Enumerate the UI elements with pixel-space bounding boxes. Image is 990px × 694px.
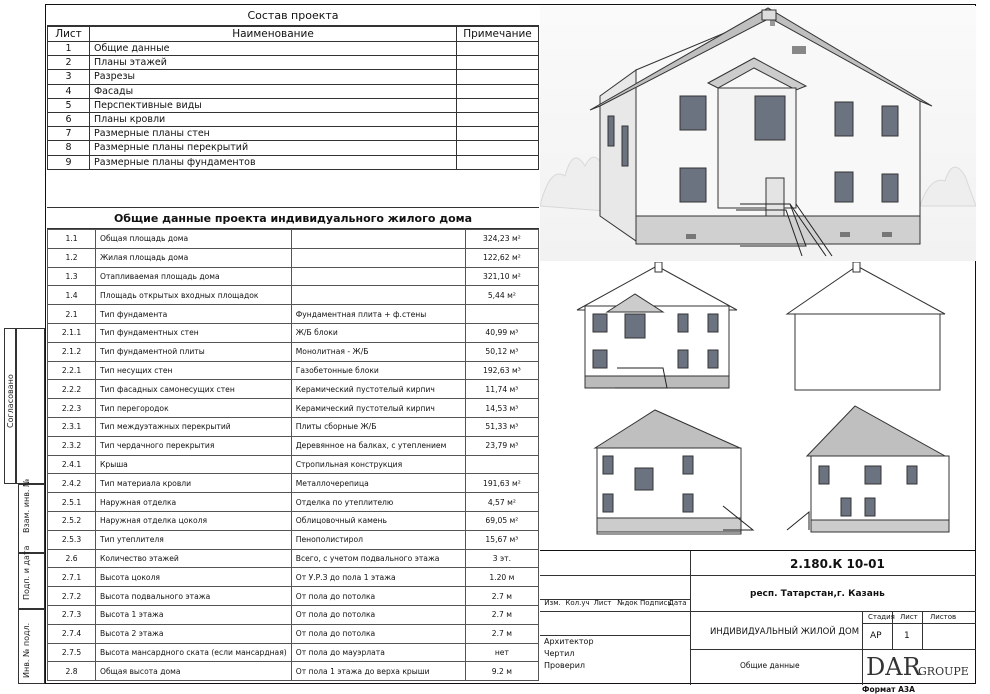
item-value: 40,99 м³ bbox=[465, 323, 538, 342]
sheet-name: Размерные планы перекрытий bbox=[90, 141, 457, 155]
general-row bbox=[48, 361, 539, 380]
item-name: Высота цоколя bbox=[96, 568, 292, 587]
composition-title: Состав проекта bbox=[47, 6, 539, 26]
general-row bbox=[48, 474, 539, 493]
side-elevation bbox=[785, 262, 950, 394]
left-elevation-drawing bbox=[785, 404, 955, 538]
composition-row bbox=[48, 127, 539, 141]
item-name: Высота мансардного ската (если мансардная) bbox=[96, 643, 292, 662]
logo-main: DAR bbox=[866, 653, 921, 681]
object-name: ИНДИВИДУАЛЬНЫЙ ЖИЛОЙ ДОМ bbox=[710, 627, 860, 637]
item-description bbox=[291, 267, 465, 286]
item-value bbox=[465, 305, 538, 324]
item-number: 2.1.2 bbox=[48, 342, 96, 361]
col-doc: №док bbox=[617, 599, 638, 607]
front-elevation-drawing bbox=[575, 262, 755, 394]
item-description: Монолитная - Ж/Б bbox=[291, 342, 465, 361]
front-elevation bbox=[575, 262, 755, 394]
item-name: Тип несущих стен bbox=[96, 361, 292, 380]
item-description: Деревянное на балках, с утеплением bbox=[291, 436, 465, 455]
sheet-number: 3 bbox=[48, 70, 90, 84]
item-name: Наружная отделка цоколя bbox=[96, 511, 292, 530]
item-value: 122,62 м² bbox=[465, 248, 538, 267]
rear-elevation-drawing bbox=[575, 404, 765, 538]
item-description: Керамический пустотелый кирпич bbox=[291, 380, 465, 399]
col-sign: Подпись bbox=[640, 599, 672, 607]
sheet-number: 6 bbox=[48, 112, 90, 126]
item-description: Керамический пустотелый кирпич bbox=[291, 399, 465, 418]
item-value: 191,63 м² bbox=[465, 474, 538, 493]
item-name: Площадь открытых входных площадок bbox=[96, 286, 292, 305]
composition-row bbox=[48, 70, 539, 84]
project-location: респ. Татарстан,г. Казань bbox=[750, 589, 885, 599]
item-description: Плиты сборные Ж/Б bbox=[291, 417, 465, 436]
general-row bbox=[48, 530, 539, 549]
sheet-note bbox=[457, 155, 539, 169]
item-value: 11,74 м³ bbox=[465, 380, 538, 399]
sheets-label: Листов bbox=[930, 613, 957, 621]
stage-label: Стадия bbox=[868, 613, 895, 621]
item-value: 2.7 м bbox=[465, 624, 538, 643]
general-row bbox=[48, 323, 539, 342]
item-description: Газобетонные блоки bbox=[291, 361, 465, 380]
house-perspective-render bbox=[540, 6, 976, 261]
general-row bbox=[48, 568, 539, 587]
sheet-note bbox=[457, 141, 539, 155]
sheet-number: 1 bbox=[48, 42, 90, 56]
house-perspective-drawing bbox=[540, 6, 976, 261]
general-row bbox=[48, 549, 539, 568]
title-block bbox=[540, 550, 976, 684]
item-number: 2.2.2 bbox=[48, 380, 96, 399]
item-number: 2.8 bbox=[48, 662, 96, 681]
header-note: Примечание bbox=[457, 27, 539, 42]
general-row bbox=[48, 436, 539, 455]
general-data-table bbox=[47, 207, 539, 685]
composition-row bbox=[48, 84, 539, 98]
general-row bbox=[48, 267, 539, 286]
item-name: Жилая площадь дома bbox=[96, 248, 292, 267]
item-description: Отделка по утеплителю bbox=[291, 493, 465, 512]
general-row bbox=[48, 399, 539, 418]
item-number: 2.7.3 bbox=[48, 605, 96, 624]
item-number: 2.7.1 bbox=[48, 568, 96, 587]
item-name: Количество этажей bbox=[96, 549, 292, 568]
general-row bbox=[48, 511, 539, 530]
item-value: 324,23 м² bbox=[465, 230, 538, 249]
side-elevation-drawing bbox=[785, 262, 950, 394]
item-description: Ж/Б блоки bbox=[291, 323, 465, 342]
item-value: 2.7 м bbox=[465, 587, 538, 606]
item-name: Тип фасадных самонесущих стен bbox=[96, 380, 292, 399]
general-row bbox=[48, 286, 539, 305]
item-value: 69,05 м² bbox=[465, 511, 538, 530]
item-name: Высота 1 этажа bbox=[96, 605, 292, 624]
item-value: 15,67 м³ bbox=[465, 530, 538, 549]
project-code: 2.180.К 10-01 bbox=[790, 557, 885, 571]
item-value: 192,63 м³ bbox=[465, 361, 538, 380]
item-description: Металлочерепица bbox=[291, 474, 465, 493]
sheet-name: Разрезы bbox=[90, 70, 457, 84]
general-row bbox=[48, 230, 539, 249]
role-architect: Архитектор bbox=[544, 637, 594, 646]
item-number: 2.7.2 bbox=[48, 587, 96, 606]
item-value: 1.20 м bbox=[465, 568, 538, 587]
logo-sub: GROUPE bbox=[918, 665, 969, 678]
general-row bbox=[48, 455, 539, 474]
item-value: 2.7 м bbox=[465, 605, 538, 624]
composition-header-row bbox=[48, 27, 539, 42]
item-number: 2.2.3 bbox=[48, 399, 96, 418]
item-name: Тип фундаментной плиты bbox=[96, 342, 292, 361]
item-description bbox=[291, 286, 465, 305]
item-number: 2.3.2 bbox=[48, 436, 96, 455]
general-row bbox=[48, 342, 539, 361]
composition-table bbox=[47, 6, 539, 172]
general-row bbox=[48, 605, 539, 624]
sheet-name: Общие данные bbox=[90, 42, 457, 56]
general-row bbox=[48, 248, 539, 267]
sign-date-label: Подп. и дата bbox=[22, 545, 31, 600]
sheet-name: Фасады bbox=[90, 84, 457, 98]
sheet-name: Размерные планы фундаментов bbox=[90, 155, 457, 169]
item-name: Отапливаемая площадь дома bbox=[96, 267, 292, 286]
composition-row bbox=[48, 155, 539, 169]
sheet-number: 5 bbox=[48, 98, 90, 112]
item-name: Крыша bbox=[96, 455, 292, 474]
item-number: 2.4.1 bbox=[48, 455, 96, 474]
item-description: Облицовочный камень bbox=[291, 511, 465, 530]
item-name: Высота подвального этажа bbox=[96, 587, 292, 606]
item-description: От пола до мауэрлата bbox=[291, 643, 465, 662]
stage-value: АР bbox=[870, 631, 882, 641]
item-name: Тип чердачного перекрытия bbox=[96, 436, 292, 455]
col-izm: Изм. bbox=[544, 599, 561, 607]
agreed-box-2 bbox=[16, 328, 45, 484]
item-number: 2.7.4 bbox=[48, 624, 96, 643]
item-number: 2.1.1 bbox=[48, 323, 96, 342]
sheet-note bbox=[457, 56, 539, 70]
col-list: Лист bbox=[593, 599, 612, 607]
item-name: Тип перегородок bbox=[96, 399, 292, 418]
item-number: 2.7.5 bbox=[48, 643, 96, 662]
composition-row bbox=[48, 98, 539, 112]
general-row bbox=[48, 624, 539, 643]
item-number: 1.2 bbox=[48, 248, 96, 267]
general-row bbox=[48, 305, 539, 324]
item-value: 321,10 м² bbox=[465, 267, 538, 286]
sheet-number: 4 bbox=[48, 84, 90, 98]
composition-row bbox=[48, 42, 539, 56]
item-name: Высота 2 этажа bbox=[96, 624, 292, 643]
item-number: 2.5.3 bbox=[48, 530, 96, 549]
item-name: Тип междуэтажных перекрытий bbox=[96, 417, 292, 436]
item-number: 2.2.1 bbox=[48, 361, 96, 380]
item-description: От пола до потолка bbox=[291, 587, 465, 606]
composition-row bbox=[48, 56, 539, 70]
item-number: 2.5.2 bbox=[48, 511, 96, 530]
item-value: 9.2 м bbox=[465, 662, 538, 681]
item-value: 5,44 м² bbox=[465, 286, 538, 305]
item-description: Фундаментная плита + ф.стены bbox=[291, 305, 465, 324]
item-value: 23,79 м³ bbox=[465, 436, 538, 455]
sheet-note bbox=[457, 42, 539, 56]
sheet-note bbox=[457, 70, 539, 84]
item-value: нет bbox=[465, 643, 538, 662]
revision-columns bbox=[540, 599, 690, 611]
side-binding-strip bbox=[4, 328, 45, 684]
sheet-number: 9 bbox=[48, 155, 90, 169]
item-number: 2.3.1 bbox=[48, 417, 96, 436]
item-description: От пола до потолка bbox=[291, 605, 465, 624]
general-row bbox=[48, 493, 539, 512]
item-description: От пола 1 этажа до верха крыши bbox=[291, 662, 465, 681]
item-number: 2.6 bbox=[48, 549, 96, 568]
sheet-value: 1 bbox=[904, 631, 910, 641]
sheet-name: Перспективные виды bbox=[90, 98, 457, 112]
header-name: Наименование bbox=[90, 27, 457, 42]
item-description: Всего, с учетом подвального этажа bbox=[291, 549, 465, 568]
item-value: 3 эт. bbox=[465, 549, 538, 568]
item-number: 2.1 bbox=[48, 305, 96, 324]
item-description: От пола до потолка bbox=[291, 624, 465, 643]
item-value: 50,12 м³ bbox=[465, 342, 538, 361]
composition-row bbox=[48, 141, 539, 155]
sheet-note bbox=[457, 112, 539, 126]
composition-row bbox=[48, 112, 539, 126]
section-name: Общие данные bbox=[740, 661, 800, 670]
sheet-note bbox=[457, 84, 539, 98]
divider-2 bbox=[18, 608, 45, 610]
sheet-number: 7 bbox=[48, 127, 90, 141]
item-number: 1.4 bbox=[48, 286, 96, 305]
sheet-note bbox=[457, 127, 539, 141]
general-title: Общие данные проекта индивидуального жилого дома bbox=[47, 207, 539, 229]
role-checked: Проверил bbox=[544, 661, 586, 670]
item-number: 2.5.1 bbox=[48, 493, 96, 512]
general-row bbox=[48, 643, 539, 662]
left-elevation bbox=[785, 404, 955, 538]
item-name: Тип утеплителя bbox=[96, 530, 292, 549]
item-description: Пенополистирол bbox=[291, 530, 465, 549]
inv-orig-label: Инв. № подл. bbox=[22, 622, 31, 678]
general-row bbox=[48, 587, 539, 606]
item-number: 2.4.2 bbox=[48, 474, 96, 493]
item-description bbox=[291, 248, 465, 267]
role-drawn: Чертил bbox=[544, 649, 575, 658]
agreed-label: Согласовано bbox=[6, 374, 15, 428]
sheet-number: 2 bbox=[48, 56, 90, 70]
col-kol: Кол.уч bbox=[565, 599, 590, 607]
item-description: Стропильная конструкция bbox=[291, 455, 465, 474]
item-description: От У.Р.З до пола 1 этажа bbox=[291, 568, 465, 587]
item-name: Тип фундамента bbox=[96, 305, 292, 324]
sheet-name: Размерные планы стен bbox=[90, 127, 457, 141]
item-value: 4,57 м² bbox=[465, 493, 538, 512]
header-sheet: Лист bbox=[48, 27, 90, 42]
col-date: Дата bbox=[668, 599, 687, 607]
item-number: 1.1 bbox=[48, 230, 96, 249]
item-value: 51,33 м³ bbox=[465, 417, 538, 436]
item-value bbox=[465, 455, 538, 474]
replace-inv-label: Взам. инв. № bbox=[22, 478, 31, 533]
item-description bbox=[291, 230, 465, 249]
item-name: Общая высота дома bbox=[96, 662, 292, 681]
rear-elevation bbox=[575, 404, 765, 538]
item-number: 1.3 bbox=[48, 267, 96, 286]
general-row bbox=[48, 417, 539, 436]
sheet-name: Планы этажей bbox=[90, 56, 457, 70]
item-name: Наружная отделка bbox=[96, 493, 292, 512]
item-name: Тип материала кровли bbox=[96, 474, 292, 493]
item-name: Общая площадь дома bbox=[96, 230, 292, 249]
general-row bbox=[48, 662, 539, 681]
sheet-format: Формат А3А bbox=[862, 685, 915, 694]
item-value: 14,53 м³ bbox=[465, 399, 538, 418]
sheet-label: Лист bbox=[900, 613, 918, 621]
sheet-note bbox=[457, 98, 539, 112]
general-row bbox=[48, 380, 539, 399]
item-name: Тип фундаментных стен bbox=[96, 323, 292, 342]
sheet-number: 8 bbox=[48, 141, 90, 155]
sheet-name: Планы кровли bbox=[90, 112, 457, 126]
